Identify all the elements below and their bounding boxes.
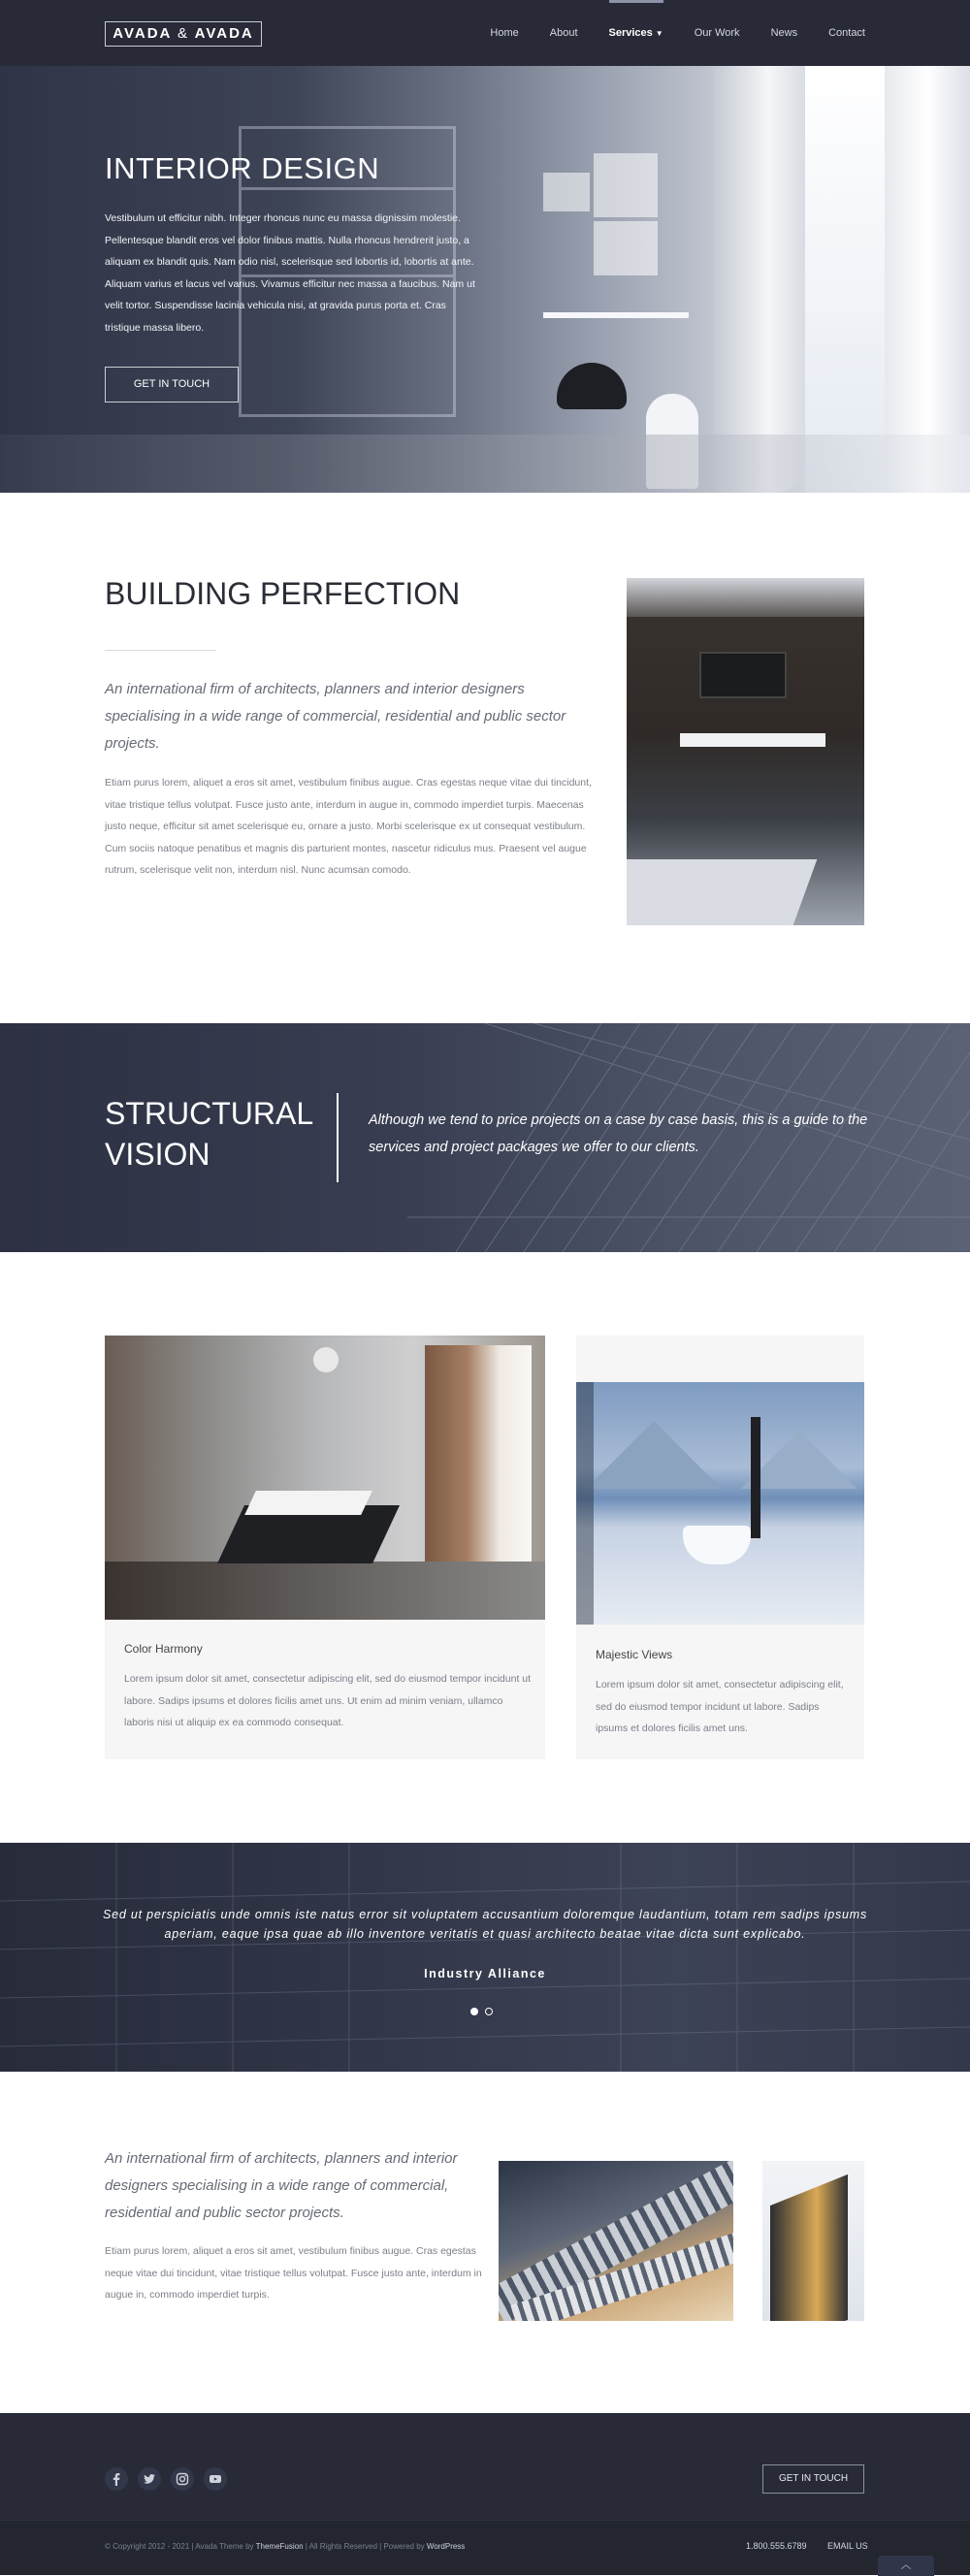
- hero-curtain-image: [885, 66, 970, 493]
- image-detail: [313, 1347, 339, 1372]
- section-divider: [105, 650, 216, 651]
- card-title: Color Harmony: [124, 1642, 203, 1656]
- image-detail: [699, 652, 787, 698]
- nav-services-label: Services: [608, 27, 653, 39]
- back-to-top-button[interactable]: [878, 2556, 934, 2576]
- twitter-icon[interactable]: [138, 2467, 161, 2491]
- image-detail: [244, 1491, 372, 1515]
- image-detail: [770, 2174, 848, 2321]
- intro-lead: An international firm of architects, planners and interior designers specialising in a wide range of commercial, residential and public sector projects.: [105, 2150, 458, 2221]
- testimonial-quote: Sed ut perspiciatis unde omnis iste natus error sit voluptatem accusantium doloremque laudantium, totam rem sadips ipsums aperiam, eaque ipsa quae ab illo inventore veritatis et quasi architecto beatae vitae dicta sunt explicabo.: [102, 1908, 868, 1941]
- image-detail: [680, 733, 825, 747]
- hero-frame-image: [543, 173, 590, 211]
- hero-title: INTERIOR DESIGN: [105, 151, 380, 185]
- lake-bathroom-image: [576, 1382, 864, 1625]
- logo-ampersand: &: [177, 25, 189, 42]
- site-footer: [0, 2413, 970, 2575]
- facebook-icon[interactable]: [105, 2467, 128, 2491]
- main-nav: [490, 0, 865, 66]
- footer-get-in-touch-button[interactable]: GET IN TOUCH: [762, 2464, 864, 2494]
- chevron-up-icon: ︿: [901, 2560, 911, 2571]
- themefusion-link[interactable]: ThemeFusion: [255, 2542, 304, 2551]
- card-majestic-views: [576, 1336, 864, 1759]
- chevron-down-icon: ▼: [655, 29, 663, 38]
- bedroom-image: [105, 1336, 545, 1620]
- wordpress-link[interactable]: WordPress: [426, 2542, 466, 2551]
- building-background-image: [0, 1843, 970, 2072]
- hero-section: [0, 66, 970, 493]
- testimonial-author: Industry Alliance: [424, 1967, 546, 1980]
- copyright-middle: | All Rights Reserved | Powered by: [303, 2542, 427, 2551]
- image-detail: [627, 578, 864, 617]
- nav-services[interactable]: [609, 0, 663, 66]
- bathroom-image: [627, 578, 864, 925]
- structural-vision-text: Although we tend to price projects on a case by case basis, this is a guide to the services and project packages we offer to our clients.: [369, 1112, 868, 1155]
- slider-dot-2[interactable]: [485, 2008, 493, 2015]
- card-color-harmony: [105, 1336, 545, 1759]
- hero-get-in-touch-button[interactable]: GET IN TOUCH: [105, 367, 239, 402]
- nav-news[interactable]: News: [770, 27, 798, 39]
- structural-vision-section: [0, 1023, 970, 1252]
- hero-floor-image: [0, 435, 970, 493]
- nav-about[interactable]: About: [549, 27, 578, 39]
- image-detail: [425, 1345, 532, 1588]
- structural-title-line2: VISION: [105, 1137, 210, 1172]
- slider-dot-1[interactable]: [470, 2008, 478, 2015]
- structural-vision-title: [105, 1093, 313, 1175]
- structural-title-line1: STRUCTURAL: [105, 1096, 314, 1131]
- image-detail: [576, 1382, 864, 1625]
- nav-our-work[interactable]: Our Work: [694, 27, 740, 39]
- hero-desk-image: [543, 312, 689, 318]
- youtube-icon[interactable]: [204, 2467, 227, 2491]
- image-detail: [627, 859, 817, 925]
- instagram-icon[interactable]: [171, 2467, 194, 2491]
- nav-home[interactable]: Home: [490, 27, 519, 39]
- email-us-link[interactable]: EMAIL US: [827, 2541, 868, 2551]
- phone-number[interactable]: 1.800.555.6789: [746, 2541, 807, 2551]
- card-text: Lorem ipsum dolor sit amet, consectetur adipiscing elit, sed do eiusmod tempor incidunt ut labore. Sadips ipsums et dolores ficilis amet uns. Ut enim ad minim veniam, ullamco laboris nisi ut aliquip ex ea commodo consequat.: [124, 1673, 532, 1728]
- site-logo[interactable]: [105, 21, 262, 47]
- logo-text-right: AVADA: [194, 25, 254, 42]
- footer-bottom-bar: [0, 2520, 970, 2575]
- copyright-text: [105, 2542, 465, 2551]
- site-header: [0, 0, 970, 66]
- nav-contact[interactable]: Contact: [828, 27, 865, 39]
- building-perfection-lead: An international firm of architects, planners and interior designers specialising in a wide range of commercial, residential and public sector projects.: [105, 681, 566, 752]
- hero-frame-image: [594, 153, 658, 217]
- wave-building-image: [499, 2161, 733, 2321]
- building-perfection-body: Etiam purus lorem, aliquet a eros sit amet, vestibulum finibus augue. Cras egestas neque vitae dui tincidunt, vitae tristique tellus volutpat. Fusce justo ante, interdum in augue in, commodo imperdiet turpis. Maecenas justo neque, efficitur sit amet scelerisque eu, ornare a justo. Morbi scelerisque ex ut consequat vestibulum. Cum sociis natoque penatibus et magnis dis parturient montes, nascetur ridiculus mus. Praesent vel augue rutrum, scelerisque velit non, interdum nisl. Nunc acumsan comodo.: [105, 777, 592, 876]
- testimonial-section: [0, 1843, 970, 2072]
- card-text: Lorem ipsum dolor sit amet, consectetur adipiscing elit, sed do eiusmod tempor incidunt ut labore. Sadips ipsums et dolores ficilis amet uns.: [596, 1679, 844, 1734]
- hero-frame-image: [594, 221, 658, 275]
- logo-text-left: AVADA: [113, 25, 172, 42]
- hero-chair-image: [557, 363, 627, 409]
- image-detail: [105, 1562, 545, 1620]
- vertical-divider: [337, 1093, 339, 1182]
- hero-text: Vestibulum ut efficitur nibh. Integer rhoncus nunc eu massa dignissim molestie. Pellentesque blandit eros vel dolor finibus mattis. Nulla rhoncus hendrerit justo, a aliquam ex blandit quis. Nam odio nisl, scelerisque sed lobortis id, lobortis at ante. Aliquam varius et lacus vel varius. Vivamus efficitur nec massa a faucibus. Nam ut velit tortor. Suspendisse lacinia vehicula nisi, at gravida purus porta et. Cras tristique massa libero.: [105, 212, 475, 334]
- building-perfection-title: BUILDING PERFECTION: [105, 576, 461, 611]
- copyright-prefix: © Copyright 2012 - 2021 | Avada Theme by: [105, 2542, 256, 2551]
- card-title: Majestic Views: [596, 1648, 673, 1661]
- hero-curtain-image: [713, 66, 805, 493]
- tower-building-image: [762, 2161, 864, 2321]
- intro-body: Etiam purus lorem, aliquet a eros sit amet, vestibulum finibus augue. Cras egestas neque vitae dui tincidunt, vitae tristique tellus volutpat. Fusce justo ante, interdum in augue in, commodo imperdiet turpis.: [105, 2245, 482, 2301]
